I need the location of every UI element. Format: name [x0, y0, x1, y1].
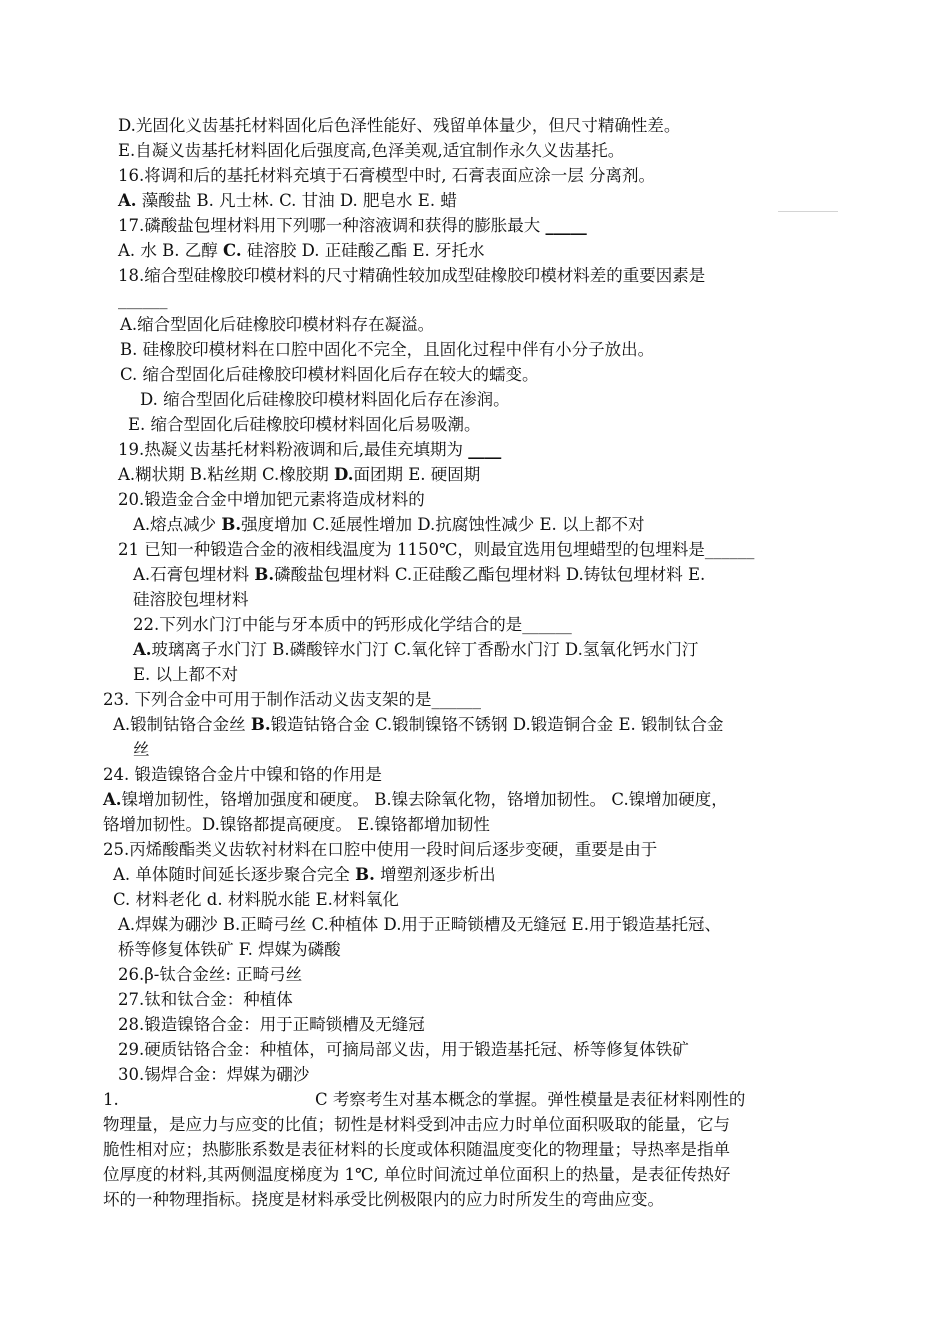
- text-line: 21 已知一种锻造合金的液相线温度为 1150℃，则最宜选用包埋蜡型的包埋料是______: [118, 540, 755, 559]
- text-segment: A.: [103, 790, 122, 809]
- text-line: 26.β-钛合金丝: 正畸弓丝: [118, 965, 303, 984]
- text-line: B. 硅橡胶印模材料在口腔中固化不完全，且固化过程中伴有小分子放出。: [120, 340, 655, 359]
- text-line: [118, 214, 587, 238]
- text-line: A.缩合型固化后硅橡胶印模材料存在凝溢。: [120, 315, 435, 334]
- text-line: 30.锡焊合金：焊媒为硼沙: [118, 1065, 310, 1084]
- text-segment: 藻酸盐 B. 凡士林. C. 甘油 D. 肥皂水 E. 蜡: [136, 191, 457, 210]
- text-segment: A.: [118, 191, 137, 210]
- text-line: 1.: [103, 1090, 119, 1109]
- text-segment: A.熔点减少: [133, 515, 222, 534]
- text-segment: 镍增加韧性，铬增加强度和硬度。 B.镍去除氧化物，铬增加韧性。 C.镍增加硬度，: [121, 790, 728, 809]
- text-line: C 考察考生对基本概念的掌握。弹性模量是表征材料刚性的: [315, 1090, 746, 1109]
- text-line: E.自凝义齿基托材料固化后强度高,色泽美观,适宜制作永久义齿基托。: [118, 141, 625, 160]
- text-segment: 增塑剂逐步析出: [374, 865, 496, 884]
- text-segment: D.: [334, 465, 354, 484]
- text-line: [133, 563, 705, 587]
- text-line: A.焊媒为硼沙 B.正畸弓丝 C.种植体 D.用于正畸锁槽及无缝冠 E.用于锻造基托冠、: [118, 915, 721, 934]
- text-segment: 玻璃离子水门汀 B.磷酸锌水门汀 C.氧化锌丁香酚水门汀 D.氢氧化钙水门汀: [151, 640, 699, 659]
- text-segment: B.: [355, 865, 375, 884]
- text-line: D.光固化义齿基托材料固化后色泽性能好、残留单体量少，但尺寸精确性差。: [118, 116, 681, 135]
- text-line: 坏的一种物理指标。挠度是材料承受比例极限内的应力时所发生的弯曲应变。: [103, 1190, 664, 1209]
- text-line: 29.硬质钴铬合金：种植体，可摘局部义齿，用于锻造基托冠、桥等修复体铁矿: [118, 1040, 689, 1059]
- text-segment: 强度增加 C.延展性增加 D.抗腐蚀性减少 E. 以上都不对: [241, 515, 645, 534]
- text-line: [113, 863, 496, 887]
- text-line: C. 缩合型固化后硅橡胶印模材料固化后存在较大的蠕变。: [120, 365, 539, 384]
- text-line: 23. 下列合金中可用于制作活动义齿支架的是______: [103, 690, 481, 709]
- text-line: 22.下列水门汀中能与牙本质中的钙形成化学结合的是______: [133, 615, 572, 634]
- text-line: E. 缩合型固化后硅橡胶印模材料固化后易吸潮。: [128, 415, 481, 434]
- text-segment: 19.热凝义齿基托材料粉液调和后,最佳充填期为: [118, 440, 469, 459]
- text-segment: 面团期 E. 硬固期: [353, 465, 481, 484]
- text-line: 24. 锻造镍铬合金片中镍和铬的作用是: [103, 765, 382, 784]
- text-line: 桥等修复体铁矿 F. 焊媒为磷酸: [118, 940, 341, 959]
- text-segment: ____: [468, 440, 502, 459]
- text-line: [118, 463, 480, 487]
- text-segment: B.: [221, 515, 242, 534]
- text-line: 物理量，是应力与应变的比值；韧性是材料受到冲击应力时单位面积吸取的能量，它与: [103, 1115, 730, 1134]
- text-segment: 磷酸盐包埋材料 C.正硅酸乙酯包埋材料 D.铸钛包埋材料 E.: [274, 565, 706, 584]
- text-line: 25.丙烯酸酯类义齿软衬材料在口腔中使用一段时间后逐步变硬，重要是由于: [103, 840, 658, 859]
- text-line: [118, 438, 501, 462]
- text-segment: A. 单体随时间延长逐步聚合完全: [113, 865, 356, 884]
- text-segment: A. 水 B. 乙醇: [118, 241, 224, 260]
- horizontal-rule: [778, 211, 838, 212]
- text-line: 铬增加韧性。D.镍铬都提高硬度。 E.镍铬都增加韧性: [103, 815, 490, 834]
- text-line: 20.锻造金合金中增加钯元素将造成材料的: [118, 490, 425, 509]
- text-line: [113, 713, 724, 737]
- text-line: [118, 189, 457, 213]
- text-line: [103, 788, 728, 812]
- text-line: [118, 239, 485, 263]
- text-segment: B.: [254, 565, 275, 584]
- text-segment: B.: [250, 715, 271, 734]
- text-line: [133, 513, 645, 537]
- text-segment: 17.磷酸盐包埋材料用下列哪一种溶液调和获得的膨胀最大: [118, 216, 546, 235]
- text-line: 18.缩合型硅橡胶印模材料的尺寸精确性较加成型硅橡胶印模材料差的重要因素是: [118, 266, 706, 285]
- text-line: E. 以上都不对: [133, 665, 239, 684]
- text-line: [133, 638, 698, 662]
- text-segment: A.石膏包埋材料: [133, 565, 255, 584]
- text-segment: _____: [545, 216, 587, 235]
- text-line: 27.钛和钛合金：种植体: [118, 990, 293, 1009]
- text-segment: 硅溶胶 D. 正硅酸乙酯 E. 牙托水: [241, 241, 485, 260]
- text-segment: A.: [133, 640, 152, 659]
- text-line: 28.锻造镍铬合金：用于正畸锁槽及无缝冠: [118, 1015, 425, 1034]
- text-line: 位厚度的材料,其两侧温度梯度为 1℃, 单位时间流过单位面积上的热量，是表征传热好: [103, 1165, 731, 1184]
- text-line: 16.将调和后的基托材料充填于石膏模型中时, 石膏表面应涂一层 分离剂。: [118, 166, 655, 185]
- text-line: 硅溶胶包埋材料: [133, 590, 249, 609]
- text-segment: A.锻制钴铬合金丝: [113, 715, 251, 734]
- text-line: D. 缩合型固化后硅橡胶印模材料固化后存在渗润。: [140, 390, 510, 409]
- text-segment: 锻造钴铬合金 C.锻制镍铬不锈钢 D.锻造铜合金 E. 锻制钛合金: [270, 715, 724, 734]
- text-segment: C.: [223, 241, 242, 260]
- text-line: ______: [118, 290, 168, 309]
- text-line: 丝: [133, 740, 150, 759]
- text-segment: A.糊状期 B.粘丝期 C.橡胶期: [118, 465, 335, 484]
- text-line: 脆性相对应；热膨胀系数是表征材料的长度或体积随温度变化的物理量；导热率是指单: [103, 1140, 730, 1159]
- text-line: C. 材料老化 d. 材料脱水能 E.材料氧化: [113, 890, 399, 909]
